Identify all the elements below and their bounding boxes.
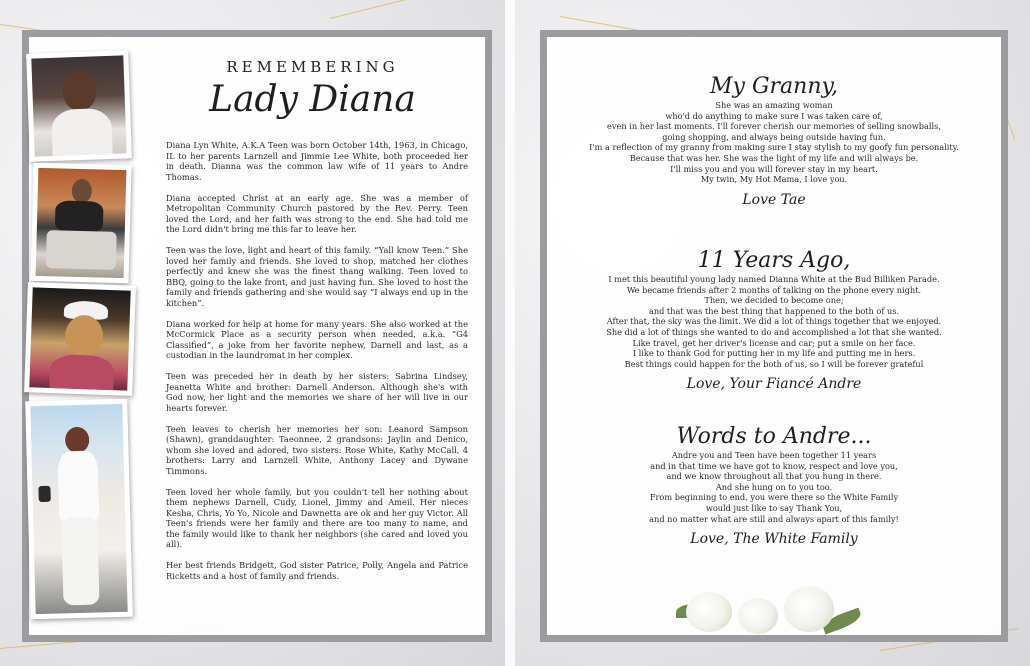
- tribute-line: and in that time we have got to know, respect and love you,: [650, 460, 898, 471]
- tribute-line: She did a lot of things she wanted to do and accomplished a lot that she wanted.: [606, 326, 942, 337]
- obituary-paragraph: Diana worked for help at home for many years. She also worked at the McCormick Place as a security person when needed, a.k.a. “G4 Classified”, a joke from her favorite nephew, Darnell and last, as a custodian in the laundromat in her complex.: [166, 318, 468, 360]
- tribute-heading: 11 Years Ago,: [697, 248, 851, 273]
- tribute-line: even in her last moments. I'll forever cherish our memories of selling snowballs,: [607, 121, 941, 132]
- photo-cap: [24, 282, 136, 396]
- tribute-heading: Words to Andre...: [676, 424, 872, 449]
- tribute-line: who'd do anything to make sure I was taken care of,: [665, 110, 883, 121]
- tribute-line: We became friends after 2 months of talking on the phone every night.: [626, 284, 922, 295]
- white-roses-decoration: [672, 584, 872, 636]
- photo-seated: [30, 163, 131, 284]
- tribute-signature: Love, The White Family: [690, 531, 858, 548]
- obituary-paragraph: Her best friends Bridgett, God sister Patrice, Polly, Angela and Patrice Ricketts and a host of family and friends.: [166, 560, 468, 581]
- obituary-paragraph: Teen leaves to cherish her memories her son: Leanord Sampson (Shawn), granddaughter: Taeonnee, 2 grandsons: Jaylin and Denico, whom she loved and adored, two sisters: Rose White, Kathy McCall, 4 brothers: Larry and Larnzell White, Anthony Lacey and Dywane Timmons.: [166, 423, 468, 476]
- photo-portrait: [26, 50, 132, 161]
- obituary-body: [166, 140, 468, 592]
- tribute-line: She was an amazing woman: [715, 100, 833, 110]
- obituary-paragraph: Diana accepted Christ at an early age. She was a member of Metropolitan Community Church pastored by the Rev. Perry. Teen loved the Lord, and her faith was strong to the end. She had told me the Lord didn't bring me this far to leave her.: [166, 192, 468, 234]
- tribute-line: From beginning to end, you were there so the White Family: [649, 492, 899, 503]
- tribute-line: I'll miss you and you will forever stay in my heart.: [670, 163, 878, 174]
- tribute-line: going shopping, and always being outside having fun.: [662, 131, 886, 142]
- obituary-paragraph: Diana Lyn White, A.K.A Teen was born October 14th, 1963, in Chicago, IL to her parents Larnzell and Jimmie Lee White, both proceeded her in death. Dianna was the common law wife of 11 years to Andre Thomas.: [166, 140, 468, 182]
- tribute-eleven-years: [552, 248, 996, 393]
- tribute-line: My twin, My Hot Mama, I love you.: [700, 174, 848, 185]
- tribute-line: After that, the sky was the limit. We did a lot of things together that we enjoyed.: [606, 316, 942, 327]
- tribute-signature: Love Tae: [742, 191, 806, 208]
- tribute-granny: [552, 74, 996, 209]
- tribute-words-to-andre: [552, 424, 996, 548]
- tribute-line: Because that was her. She was the light of my life and will always be.: [629, 152, 919, 163]
- tribute-line: would just like to say Thank You,: [705, 502, 843, 513]
- tribute-heading: My Granny,: [710, 74, 838, 99]
- tribute-line: I met this beautiful young lady named Dianna White at the Bud Billiken Parade.: [608, 274, 940, 284]
- tribute-line: Like travel, get her driver's license and car; put a smile on her face.: [632, 337, 916, 348]
- tribute-line: and we know throughout all that you hung in there.: [666, 471, 882, 482]
- tribute-line: I'm a reflection of my granny from making sure I stay stylish to my goofy fun personality.: [589, 142, 959, 153]
- tribute-line: I like to thank God for putting her in my life and putting me in hers.: [632, 348, 916, 359]
- tribute-line: Andre you and Teen have been together 11 years: [671, 450, 877, 460]
- tribute-line: Best things could happen for the both of us, so I will be forever grateful: [624, 358, 924, 369]
- obituary-paragraph: Teen loved her whole family, but you couldn't tell her nothing about them nephews Darnell, Cudy, Lionel, Jimmy and Ameil. Her nieces Kesha, Chris, Yo Yo, Nicole and Dawnetta are ok and her guy Victor. All Teen's friends were her family and there are too many to name, and the family would like to thank her neighbors (she cared and loved you all).: [166, 486, 468, 549]
- tribute-line: Then, we decided to become one;: [704, 295, 844, 306]
- tribute-line: And she hung on to you too.: [715, 481, 833, 492]
- page-gutter: [505, 0, 515, 666]
- tribute-line: and no matter what are still and always apart of this family!: [649, 513, 899, 524]
- photo-white-outfit: [25, 399, 133, 620]
- obituary-paragraph: Teen was the love, light and heart of this family. “Yall know Teen.” She loved her family and friends. She loved to shop, matched her clothes perfectly and knew she was the finest thang walking. Teen loved to BBQ, going to the lake front, and just having fun. She loved to host the family and friends gathering and she would say “I always end up in the kitchen”.: [166, 245, 468, 308]
- honoree-name: Lady Diana: [209, 79, 416, 120]
- tribute-signature: Love, Your Fiancé Andre: [686, 376, 862, 393]
- page-title: REMEMBERING: [226, 58, 399, 76]
- tribute-line: and that was the best thing that happened to the both of us.: [648, 305, 900, 316]
- obituary-paragraph: Teen was preceded her in death by her sisters: Sabrina Lindsey, Jeanetta White and brother: Darnell Anderson. Although she's with God now, her light and the memories we share of her will live in our hearts forever.: [166, 371, 468, 413]
